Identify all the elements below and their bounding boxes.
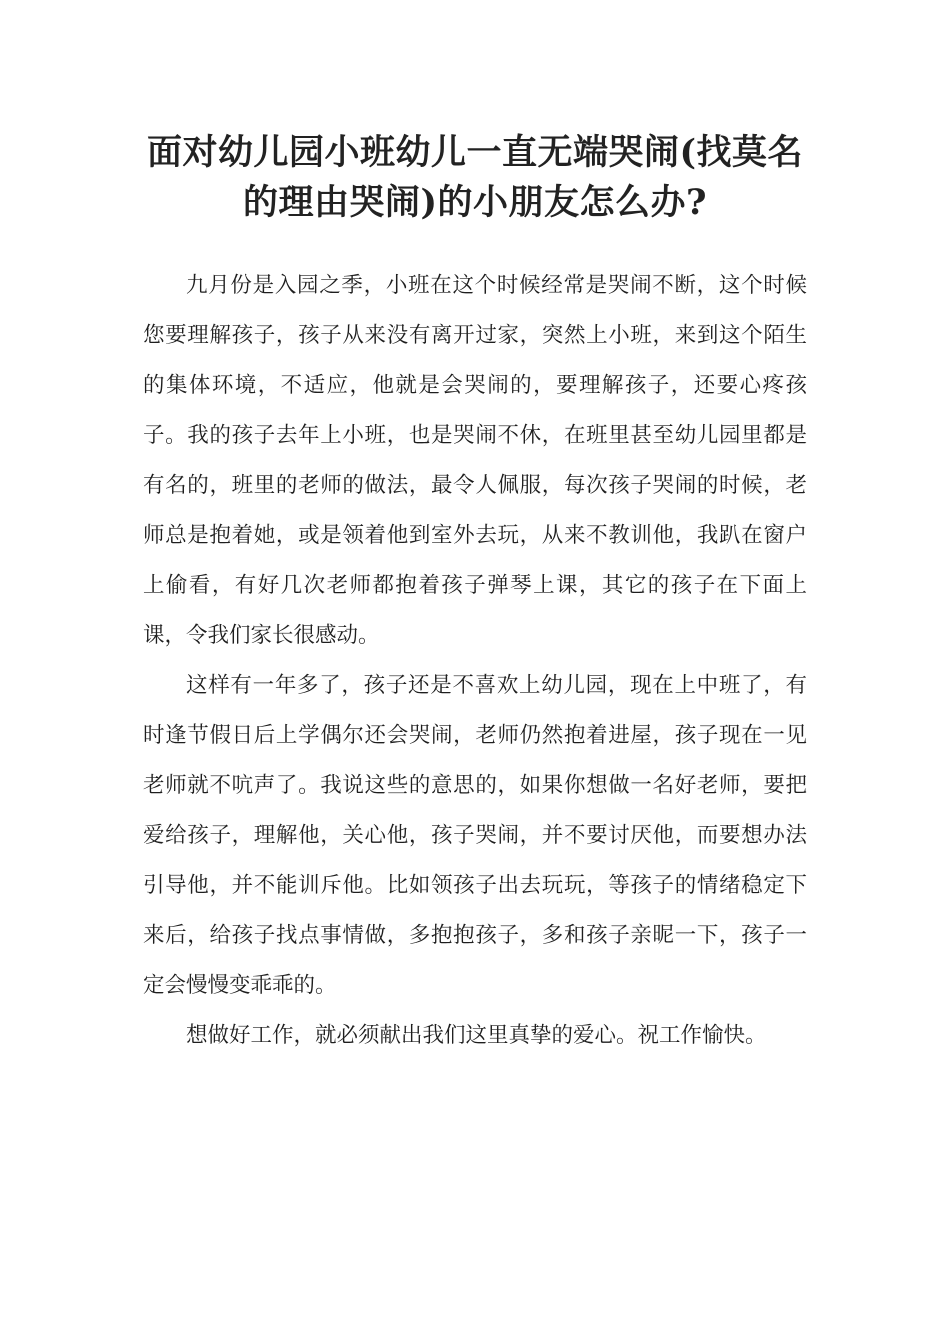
paragraph-1: 九月份是入园之季，小班在这个时候经常是哭闹不断，这个时候您要理解孩子，孩子从来没有离开过家，突然上小班，来到这个陌生的集体环境，不适应，他就是会哭闹的，要理解孩子，还要心疼孩子。我的孩子去年上小班，也是哭闹不休，在班里甚至幼儿园里都是有名的，班里的老师的做法，最令人佩服，每次孩子哭闹的时候，老师总是抱着她，或是领着他到室外去玩，从来不教训他，我趴在窗户上偷看，有好几次老师都抱着孩子弹琴上课，其它的孩子在下面上课，令我们家长很感动。 [143,273,807,648]
paragraph-2: 这样有一年多了，孩子还是不喜欢上幼儿园，现在上中班了，有时逢节假日后上学偶尔还会哭闹，老师仍然抱着进屋，孩子现在一见老师就不吭声了。我说这些的意思的，如果你想做一名好老师，要把爱给孩子，理解他，关心他，孩子哭闹，并不要讨厌他，而要想办法引导他，并不能训斥他。比如领孩子出去玩玩，等孩子的情绪稳定下来后，给孩子找点事情做，多抱抱孩子，多和孩子亲昵一下，孩子一定会慢慢变乖乖的。 [143,673,807,998]
paragraph-3: 想做好工作，就必须献出我们这里真挚的爱心。祝工作愉快。 [186,1023,767,1048]
document-title: 面对幼儿园小班幼儿一直无端哭闹(找莫名的理由哭闹)的小朋友怎么办? [146,132,804,223]
document-body [143,261,807,1061]
